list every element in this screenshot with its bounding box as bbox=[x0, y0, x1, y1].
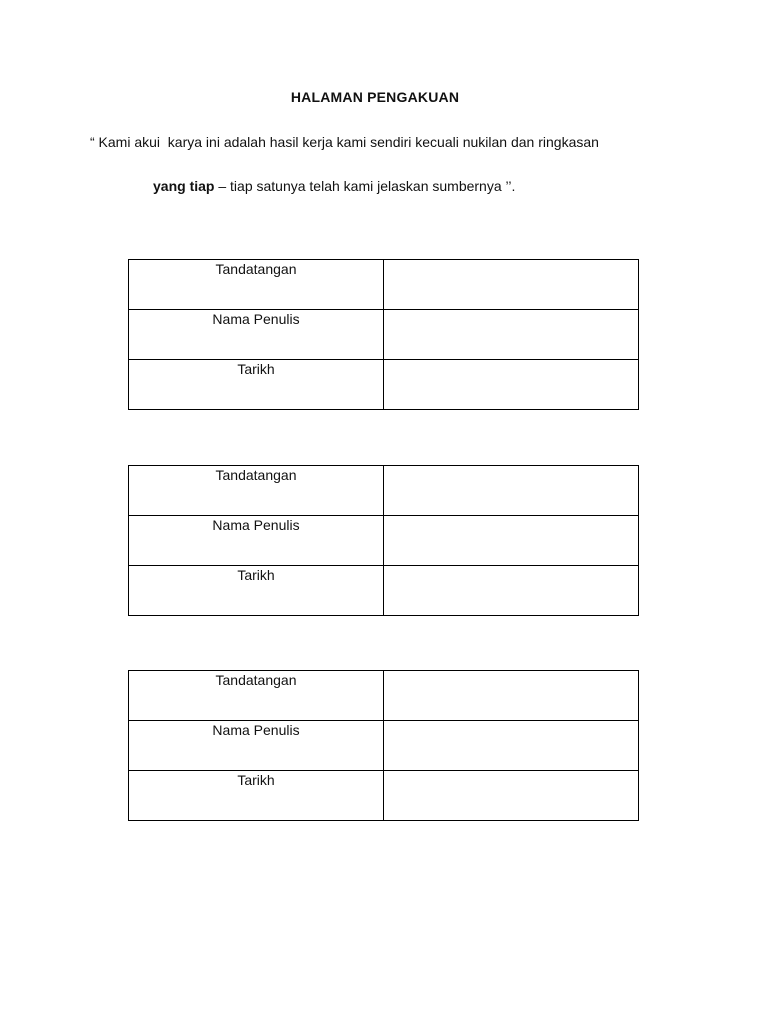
author-name-row bbox=[129, 516, 639, 566]
signature-row bbox=[129, 466, 639, 516]
date-label: Tarikh bbox=[129, 566, 384, 616]
declaration-statement-rest: – tiap satunya telah kami jelaskan sumbernya ’’. bbox=[214, 178, 516, 194]
date-field[interactable] bbox=[384, 771, 639, 821]
signature-field[interactable] bbox=[384, 466, 639, 516]
author-name-field[interactable] bbox=[384, 310, 639, 360]
date-field[interactable] bbox=[384, 566, 639, 616]
date-field[interactable] bbox=[384, 360, 639, 410]
date-row bbox=[129, 771, 639, 821]
signature-table bbox=[128, 259, 639, 410]
signature-table bbox=[128, 465, 639, 616]
signature-field[interactable] bbox=[384, 671, 639, 721]
signature-row bbox=[129, 260, 639, 310]
date-label: Tarikh bbox=[129, 771, 384, 821]
signature-label: Tandatangan bbox=[129, 260, 384, 310]
author-name-label: Nama Penulis bbox=[129, 721, 384, 771]
declaration-statement-bold-part: yang tiap bbox=[153, 178, 215, 194]
author-name-field[interactable] bbox=[384, 516, 639, 566]
date-label: Tarikh bbox=[129, 360, 384, 410]
page-title: HALAMAN PENGAKUAN bbox=[290, 89, 460, 105]
signature-table bbox=[128, 670, 639, 821]
author-name-field[interactable] bbox=[384, 721, 639, 771]
author-name-row bbox=[129, 310, 639, 360]
signature-label: Tandatangan bbox=[129, 466, 384, 516]
date-row bbox=[129, 566, 639, 616]
date-row bbox=[129, 360, 639, 410]
signature-row bbox=[129, 671, 639, 721]
author-name-label: Nama Penulis bbox=[129, 516, 384, 566]
signature-field[interactable] bbox=[384, 260, 639, 310]
author-name-row bbox=[129, 721, 639, 771]
declaration-statement-line-2 bbox=[153, 178, 653, 194]
declaration-statement-line-1: “ Kami akui karya ini adalah hasil kerja kami sendiri kecuali nukilan dan ringkasan bbox=[90, 134, 599, 150]
signature-label: Tandatangan bbox=[129, 671, 384, 721]
author-name-label: Nama Penulis bbox=[129, 310, 384, 360]
